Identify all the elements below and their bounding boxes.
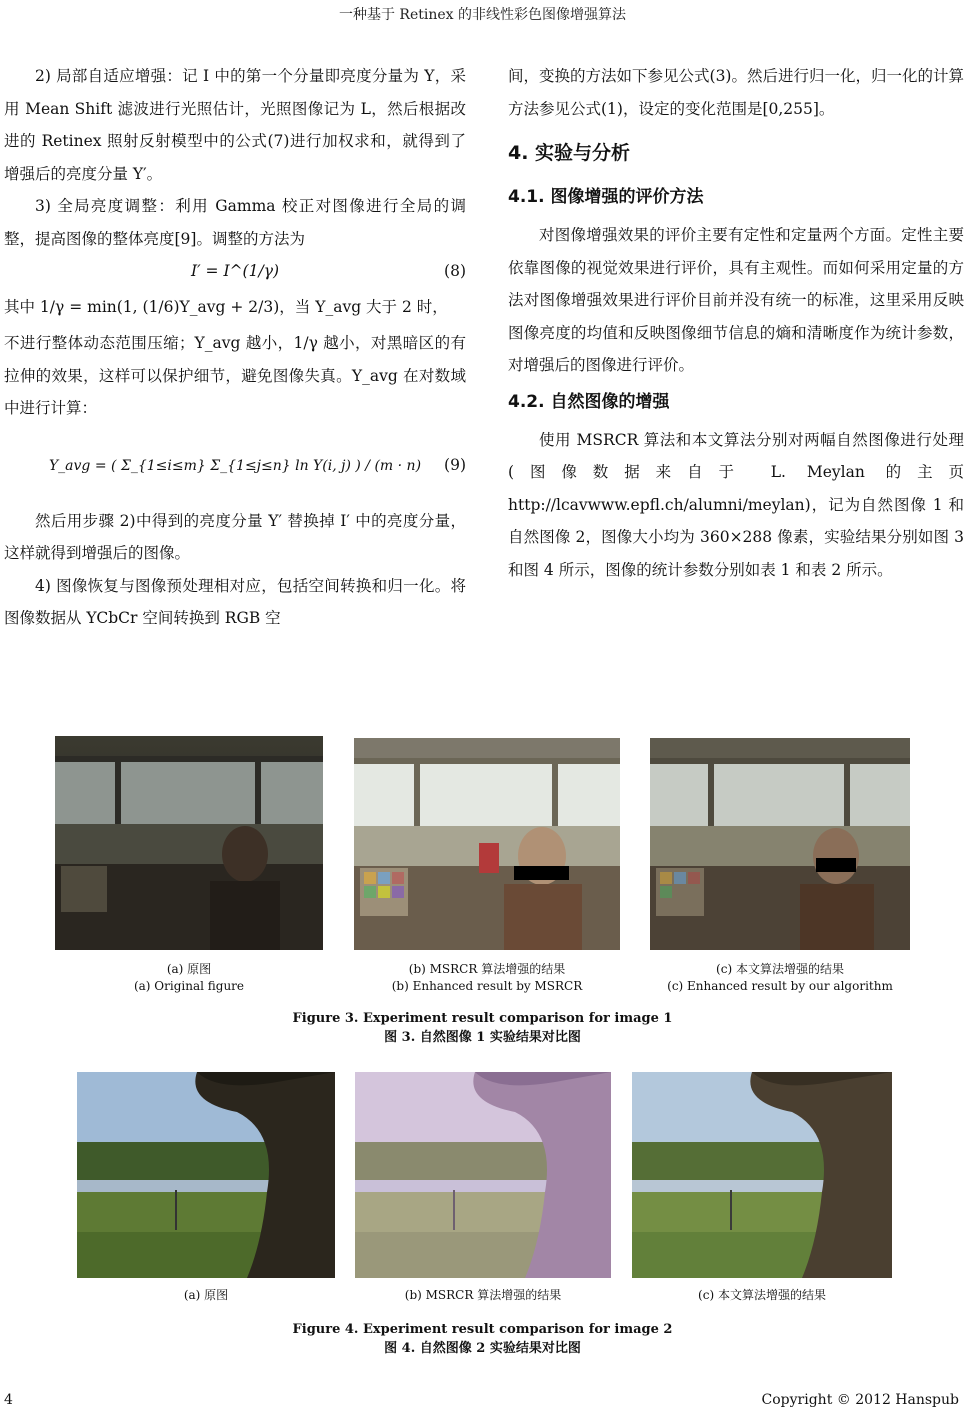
- paragraph-gamma-explain: 不进行整体动态范围压缩；Y_avg 越小，1/γ 越小，对黑暗区的有拉伸的效果，这样可以保护细节，避免图像失真。Y_avg 在对数域中进行计算：: [4, 334, 466, 417]
- equation-8-number: (8): [444, 262, 466, 280]
- figure4-caption-b-cn: (b) MSRCR 算法增强的结果: [404, 1288, 562, 1302]
- figure4-title-en: Figure 4. Experiment result comparison for image 2: [292, 1322, 673, 1337]
- figure4-caption-c-cn: (c) 本文算法增强的结果: [698, 1288, 826, 1302]
- paragraph-image-restore: 4) 图像恢复与图像预处理相对应，包括空间转换和归一化。将图像数据从 YCbCr 空间转换到 RGB 空: [4, 576, 466, 627]
- figure3-caption-b-en: (b) Enhanced result by MSRCR: [391, 979, 583, 993]
- copyright-notice: Copyright © 2012 Hanspub: [761, 1392, 959, 1408]
- figure3-caption-c: [650, 961, 910, 995]
- page-number: 4: [4, 1392, 13, 1408]
- paragraph-global-adjustment: 3) 全局亮度调整：利用 Gamma 校正对图像进行全局的调整，提高图像的整体亮度[9]。调整的方法为: [4, 197, 466, 248]
- figure4-title-cn: 图 4. 自然图像 2 实验结果对比图: [384, 1341, 581, 1356]
- equation-9: [4, 425, 466, 505]
- section-heading-4: 4. 实验与分析: [508, 142, 631, 164]
- section-heading-4-2: 4.2. 自然图像的增强: [508, 391, 670, 412]
- equation-9-body: Y_avg = ( Σ_{1≤i≤m} Σ_{1≤j≤n} ln Y(i, j) ) / (m · n): [48, 457, 422, 474]
- paragraph-local-enhancement: 2) 局部自适应增强：记 I 中的第一个分量即亮度分量为 Y，采用 Mean Shift 滤波进行光照估计，光照图像记为 L，然后根据改进的 Retinex 照射反射模型中的公式(7)进行加权求和，就得到了增强后的亮度分量 Y′。: [4, 67, 466, 183]
- equation-9-number: (9): [444, 455, 466, 474]
- paragraph-replace-luminance: 然后用步骤 2)中得到的亮度分量 Y′ 替换掉 I′ 中的亮度分量，这样就得到增强后的图像。: [4, 511, 466, 562]
- equation-8: [4, 255, 466, 287]
- paragraph-natural-images: 使用 MSRCR 算法和本文算法分别对两幅自然图像进行处理(图像数据来自于 L. Meylan 的主页 http://lcavwww.epfl.ch/alumni/meylan)，记为自然图像 1 和自然图像 2，图像大小均为 360×288 像素，实验结果分别如图 3 和图 4 所示，图像的统计参数分别如表 1 和表 2 所示。: [508, 430, 964, 579]
- figure3-caption-b: [354, 961, 620, 995]
- running-title: 一种基于 Retinex 的非线性彩色图像增强算法: [338, 7, 627, 23]
- figure3-caption-a-en: (a) Original figure: [133, 979, 245, 993]
- figure3-original-image: [55, 736, 323, 950]
- figure3-caption-a: [55, 961, 323, 995]
- figure3-caption-b-cn: (b) MSRCR 算法增强的结果: [408, 962, 566, 976]
- figure3-caption-c-en: (c) Enhanced result by our algorithm: [667, 979, 893, 993]
- section-heading-4-1: 4.1. 图像增强的评价方法: [508, 187, 704, 207]
- equation-8-body: I′ = I^(1/γ): [190, 262, 280, 280]
- figure3-msrcr-image: [354, 738, 620, 950]
- figure3-title-en: Figure 3. Experiment result comparison for image 1: [292, 1011, 673, 1026]
- figure4-original-image: [77, 1072, 335, 1278]
- figure4-msrcr-image: [355, 1072, 611, 1278]
- figure4-caption-c: [632, 1287, 892, 1304]
- right-column: [508, 60, 964, 586]
- paragraph-normalization: 间，变换的方法如下参见公式(3)。然后进行归一化，归一化的计算方法参见公式(1)，设定的变化范围是[0,255]。: [508, 67, 964, 118]
- left-column: [4, 60, 466, 635]
- figure4-caption-b: [355, 1287, 611, 1304]
- figure3-caption-c-cn: (c) 本文算法增强的结果: [716, 962, 844, 976]
- figure4-caption-a-cn: (a) 原图: [183, 1288, 229, 1302]
- figure3-caption-a-cn: (a) 原图: [166, 962, 212, 976]
- figure4-caption-a: [77, 1287, 335, 1304]
- paragraph-gamma-def: 其中 1/γ = min(1, (1/6)Y_avg + 2/3)，当 Y_avg 大于 2 时，: [4, 298, 448, 316]
- figure3-title-cn: 图 3. 自然图像 1 实验结果对比图: [384, 1030, 581, 1045]
- figure4-ours-image: [632, 1072, 892, 1278]
- paragraph-evaluation: 对图像增强效果的评价主要有定性和定量两个方面。定性主要依靠图像的视觉效果进行评价，具有主观性。而如何采用定量的方法对图像增强效果进行评价目前并没有统一的标准，这里采用反映图像亮度的均值和反映图像细节信息的熵和清晰度作为统计参数，对增强后的图像进行评价。: [508, 226, 964, 374]
- figure3-ours-image: [650, 738, 910, 950]
